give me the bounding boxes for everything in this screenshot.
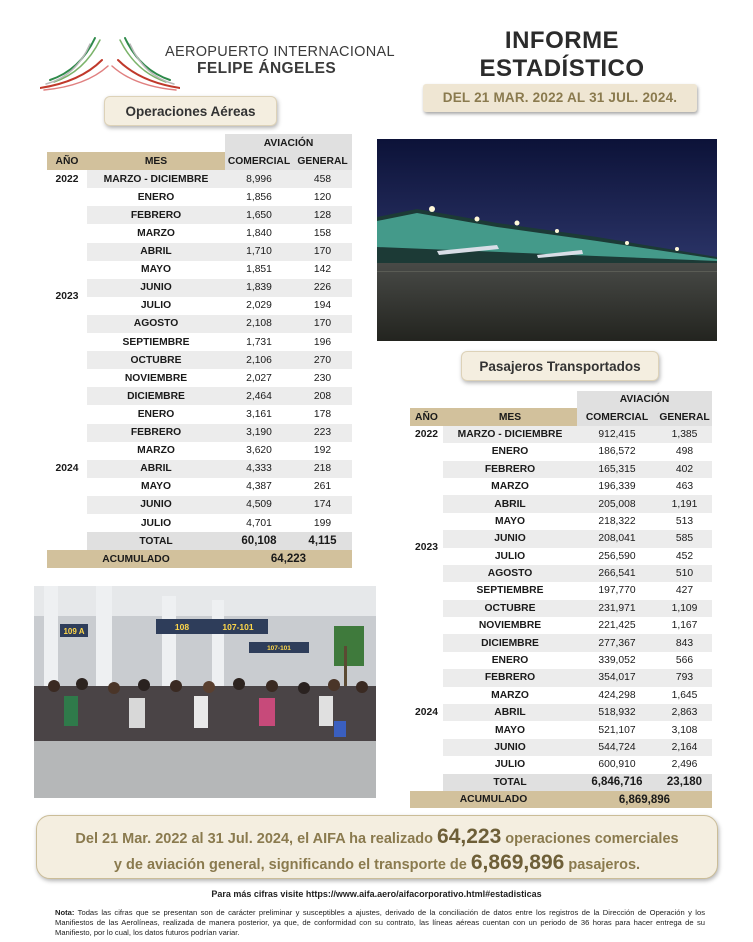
general-cell: 2,164 xyxy=(657,739,712,756)
summary-text-4: pasajeros. xyxy=(568,857,641,873)
commercial-cell: 4,509 xyxy=(225,496,293,514)
table-row xyxy=(410,582,712,599)
month-cell: ABRIL xyxy=(443,495,577,512)
month-cell: DICIEMBRE xyxy=(87,387,225,405)
general-cell: 270 xyxy=(293,351,352,369)
month-cell: JULIO xyxy=(494,759,526,771)
month-cell: JUNIO xyxy=(87,496,225,514)
table-row xyxy=(410,617,712,634)
table-row xyxy=(410,704,712,721)
total-label: TOTAL xyxy=(443,774,577,791)
month-cell: MARZO - DICIEMBRE xyxy=(443,426,577,443)
month-cell: ABRIL xyxy=(443,704,577,721)
general-cell: 128 xyxy=(293,206,352,224)
summary-ops-total: 64,223 xyxy=(437,825,502,848)
general-cell: 2,863 xyxy=(657,704,712,721)
month-cell: MARZO xyxy=(137,445,175,457)
general-cell: 261 xyxy=(313,481,332,493)
accum-label: ACUMULADO xyxy=(47,550,225,568)
operaciones-title: Operaciones Aéreas xyxy=(104,96,277,126)
month-cell: JUNIO xyxy=(87,279,225,297)
general-cell: 498 xyxy=(675,446,694,458)
pasajeros-title: Pasajeros Transportados xyxy=(461,351,659,381)
table-row xyxy=(410,513,712,530)
total-general: 23,180 xyxy=(657,774,712,791)
period-banner: DEL 21 MAR. 2022 AL 31 JUL. 2024. xyxy=(423,84,697,112)
footnote xyxy=(55,908,705,938)
month-cell: NOVIEMBRE xyxy=(124,372,188,384)
general-cell: 510 xyxy=(657,565,712,582)
table-row xyxy=(47,405,352,423)
general-cell: 3,108 xyxy=(671,724,698,736)
month-cell: FEBRERO xyxy=(87,424,225,442)
month-cell: ENERO xyxy=(137,191,175,203)
general-cell: 1,191 xyxy=(657,495,712,512)
month-cell: ENERO xyxy=(491,446,529,458)
brand-line-2: FELIPE ÁNGELES xyxy=(197,60,337,77)
table-row xyxy=(410,426,712,443)
table-row xyxy=(47,424,352,442)
aifa-logo xyxy=(40,30,180,92)
month-cell: ABRIL xyxy=(87,460,225,478)
sign-gates-107-101-far: 107-101 xyxy=(267,645,291,652)
month-cell: JULIO xyxy=(140,517,172,529)
table-row xyxy=(410,548,712,565)
accum-value: 64,223 xyxy=(225,550,352,568)
terminal-interior-photo xyxy=(34,586,376,798)
month-cell: FEBRERO xyxy=(443,461,577,478)
general-cell: 1,645 xyxy=(671,689,698,701)
commercial-cell: 1,650 xyxy=(225,206,293,224)
commercial-cell: 1,851 xyxy=(246,264,272,276)
table-row xyxy=(47,261,352,279)
commercial-cell: 2,106 xyxy=(225,351,293,369)
month-cell: JUNIO xyxy=(443,530,577,547)
col-general: GENERAL xyxy=(657,408,712,425)
col-year: AÑO xyxy=(410,408,443,425)
commercial-cell: 221,425 xyxy=(598,620,636,632)
total-commercial: 60,108 xyxy=(225,532,293,550)
month-cell: SEPTIEMBRE xyxy=(122,336,190,348)
table-row xyxy=(47,243,352,261)
month-cell: MARZO xyxy=(137,228,175,240)
commercial-cell: 197,770 xyxy=(598,585,636,597)
total-label: TOTAL xyxy=(87,532,225,550)
general-cell: 170 xyxy=(293,315,352,333)
table-row xyxy=(47,478,352,496)
table-row xyxy=(410,721,712,738)
commercial-cell: 1,840 xyxy=(246,228,272,240)
table-row xyxy=(47,387,352,405)
aviacion-header: AVIACIÓN xyxy=(225,134,352,152)
table-row xyxy=(410,634,712,651)
table-row xyxy=(47,496,352,514)
commercial-cell: 354,017 xyxy=(577,669,657,686)
month-cell: FEBRERO xyxy=(443,669,577,686)
commercial-cell: 208,041 xyxy=(577,530,657,547)
total-general: 4,115 xyxy=(293,532,352,550)
year-cell: 2023 xyxy=(55,291,79,303)
general-cell: 1,385 xyxy=(657,426,712,443)
more-stats-link[interactable]: Para más cifras visite https://www.aifa.aero/aifacorporativo.html#estadisticas xyxy=(211,889,542,899)
general-cell: 585 xyxy=(657,530,712,547)
col-month: MES xyxy=(87,152,225,170)
general-cell: 1,109 xyxy=(657,600,712,617)
year-cell: 2022 xyxy=(415,428,438,440)
general-cell: 226 xyxy=(293,279,352,297)
note-text: Todas las cifras que se presentan son de carácter preliminar y susceptibles a ajustes, derivado de la conciliación de datos entre los registros de la Dirección de Operación y los Manifiestos de las Aerolíneas, realizada de manera posterior, ya que, de conformidad con su contrato, las líneas aéreas cuentan con un periodo de 36 horas para hacer entrega de su Manifiesto, por lo cual, los datos futuros podrían variar. xyxy=(55,908,705,937)
month-cell: SEPTIEMBRE xyxy=(476,585,544,597)
col-commercial: COMERCIAL xyxy=(577,408,657,425)
general-cell: 2,496 xyxy=(671,759,698,771)
year-cell: 2023 xyxy=(415,542,438,554)
col-general: GENERAL xyxy=(293,152,352,170)
month-cell: MAYO xyxy=(495,515,525,527)
table-row xyxy=(410,652,712,669)
table-row xyxy=(47,279,352,297)
month-cell: OCTUBRE xyxy=(87,351,225,369)
table-row xyxy=(47,333,352,351)
general-cell: 196 xyxy=(313,336,332,348)
table-row xyxy=(410,669,712,686)
general-cell: 1,167 xyxy=(671,620,698,632)
commercial-cell: 2,108 xyxy=(225,315,293,333)
table-row xyxy=(47,224,352,242)
general-cell: 174 xyxy=(293,496,352,514)
general-cell: 142 xyxy=(313,264,332,276)
general-cell: 793 xyxy=(657,669,712,686)
table-row xyxy=(47,442,352,460)
sign-gate-109a: 109 A xyxy=(63,627,85,636)
commercial-cell: 2,464 xyxy=(225,387,293,405)
table-row xyxy=(410,478,712,495)
col-commercial: COMERCIAL xyxy=(225,152,293,170)
accum-value: 6,869,896 xyxy=(577,791,712,808)
month-cell: AGOSTO xyxy=(87,315,225,333)
month-cell: NOVIEMBRE xyxy=(478,620,542,632)
month-cell: OCTUBRE xyxy=(443,600,577,617)
report-title-line-2: ESTADÍSTICO xyxy=(479,55,645,82)
month-cell: ENERO xyxy=(491,655,529,667)
sign-gates-107-101: 107-101 xyxy=(222,622,254,632)
year-cell: 2024 xyxy=(55,463,79,475)
col-month: MES xyxy=(443,408,577,425)
commercial-cell: 277,367 xyxy=(577,634,657,651)
general-cell: 402 xyxy=(657,461,712,478)
commercial-cell: 4,333 xyxy=(225,460,293,478)
table-row xyxy=(47,297,352,315)
commercial-cell: 2,027 xyxy=(246,372,272,384)
commercial-cell: 424,298 xyxy=(598,689,636,701)
month-cell: ENERO xyxy=(137,408,175,420)
month-cell: JULIO xyxy=(494,550,526,562)
commercial-cell: 339,052 xyxy=(598,655,636,667)
table-row xyxy=(410,443,712,460)
year-cell: 2024 xyxy=(415,707,438,719)
table-row xyxy=(410,600,712,617)
col-year: AÑO xyxy=(47,152,87,170)
commercial-cell: 1,839 xyxy=(225,279,293,297)
general-cell: 194 xyxy=(313,300,332,312)
month-cell: MARZO xyxy=(491,689,529,701)
accum-label: ACUMULADO xyxy=(410,791,577,808)
month-cell: MAYO xyxy=(141,264,171,276)
general-cell: 178 xyxy=(313,408,332,420)
summary-text-2: operaciones comerciales xyxy=(505,831,679,847)
commercial-cell: 4,701 xyxy=(246,517,272,529)
general-cell: 223 xyxy=(293,424,352,442)
year-cell: 2022 xyxy=(55,173,79,185)
total-commercial: 6,846,716 xyxy=(577,774,657,791)
general-cell: 218 xyxy=(293,460,352,478)
commercial-cell: 231,971 xyxy=(577,600,657,617)
general-cell: 513 xyxy=(675,515,694,527)
commercial-cell: 8,996 xyxy=(225,170,293,188)
commercial-cell: 544,724 xyxy=(577,739,657,756)
month-cell: JUNIO xyxy=(443,739,577,756)
pasajeros-table xyxy=(410,391,712,808)
commercial-cell: 518,932 xyxy=(577,704,657,721)
general-cell: 566 xyxy=(675,655,694,667)
commercial-cell: 218,322 xyxy=(598,515,636,527)
table-row xyxy=(47,170,352,188)
table-row xyxy=(47,188,352,206)
general-cell: 192 xyxy=(313,445,332,457)
general-cell: 199 xyxy=(313,517,332,529)
summary-text-1: Del 21 Mar. 2022 al 31 Jul. 2024, el AIFA ha realizado xyxy=(75,831,433,847)
month-cell: MARZO xyxy=(491,481,529,493)
aviacion-header: AVIACIÓN xyxy=(577,391,712,408)
commercial-cell: 3,620 xyxy=(246,445,272,457)
table-row xyxy=(410,495,712,512)
summary-pax-total: 6,869,896 xyxy=(470,851,565,874)
commercial-cell: 165,315 xyxy=(577,461,657,478)
commercial-cell: 1,710 xyxy=(225,243,293,261)
table-row xyxy=(410,687,712,704)
general-cell: 427 xyxy=(675,585,694,597)
commercial-cell: 196,339 xyxy=(598,481,636,493)
brand-line-1: AEROPUERTO INTERNACIONAL xyxy=(165,44,395,60)
month-cell: DICIEMBRE xyxy=(443,634,577,651)
table-row xyxy=(47,206,352,224)
sign-gate-108: 108 xyxy=(174,622,190,632)
report-title-line-1: INFORME xyxy=(504,27,620,54)
commercial-cell: 1,856 xyxy=(246,191,272,203)
general-cell: 230 xyxy=(313,372,332,384)
commercial-cell: 912,415 xyxy=(577,426,657,443)
table-row xyxy=(47,460,352,478)
table-row xyxy=(410,530,712,547)
general-cell: 458 xyxy=(293,170,352,188)
month-cell: FEBRERO xyxy=(87,206,225,224)
commercial-cell: 186,572 xyxy=(598,446,636,458)
table-row xyxy=(410,739,712,756)
month-cell: ABRIL xyxy=(87,243,225,261)
month-cell: JULIO xyxy=(140,300,172,312)
commercial-cell: 1,731 xyxy=(246,336,272,348)
commercial-cell: 521,107 xyxy=(598,724,636,736)
commercial-cell: 3,190 xyxy=(225,424,293,442)
table-row xyxy=(47,351,352,369)
general-cell: 463 xyxy=(675,481,694,493)
general-cell: 158 xyxy=(313,228,332,240)
table-row xyxy=(47,514,352,532)
month-cell: AGOSTO xyxy=(443,565,577,582)
note-label: Nota: xyxy=(55,908,75,917)
general-cell: 452 xyxy=(675,550,694,562)
general-cell: 843 xyxy=(657,634,712,651)
commercial-cell: 256,590 xyxy=(598,550,636,562)
general-cell: 170 xyxy=(293,243,352,261)
commercial-cell: 4,387 xyxy=(246,481,272,493)
summary-text-3: y de aviación general, significando el transporte de xyxy=(113,857,467,873)
month-cell: MAYO xyxy=(495,724,525,736)
terminal-night-photo xyxy=(377,139,717,341)
commercial-cell: 600,910 xyxy=(598,759,636,771)
general-cell: 120 xyxy=(313,191,332,203)
table-row xyxy=(47,315,352,333)
operaciones-table xyxy=(47,134,352,568)
table-row xyxy=(410,756,712,773)
commercial-cell: 2,029 xyxy=(246,300,272,312)
table-row xyxy=(47,369,352,387)
summary-box xyxy=(36,815,718,879)
table-row xyxy=(410,565,712,582)
general-cell: 208 xyxy=(293,387,352,405)
table-row xyxy=(410,461,712,478)
commercial-cell: 205,008 xyxy=(577,495,657,512)
month-cell: MARZO - DICIEMBRE xyxy=(87,170,225,188)
commercial-cell: 266,541 xyxy=(577,565,657,582)
commercial-cell: 3,161 xyxy=(246,408,272,420)
month-cell: MAYO xyxy=(141,481,171,493)
